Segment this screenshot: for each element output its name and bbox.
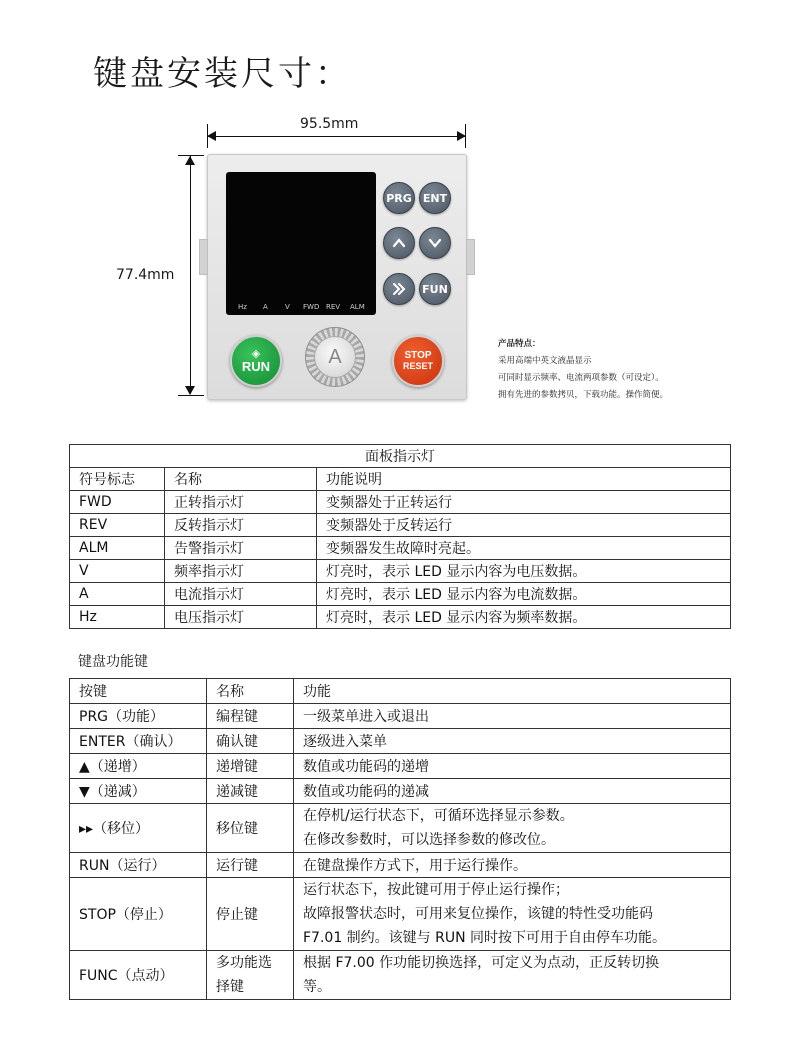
table-row	[70, 491, 731, 514]
table-row	[70, 583, 731, 606]
table-cell: 移位键	[207, 804, 294, 853]
feature-line: 采用高端中英文液晶显示	[498, 356, 592, 366]
run-diamond-icon: ◈	[251, 347, 261, 360]
table-cell: 数值或功能码的递增	[294, 754, 731, 779]
run-key-label: RUN	[241, 359, 271, 374]
table-header-row	[70, 468, 731, 491]
stop-key-label: STOP	[404, 350, 432, 361]
potentiometer-knob	[305, 327, 365, 387]
stop-reset-key	[392, 335, 444, 387]
table-caption: 面板指示灯	[70, 445, 731, 468]
table-cell: 变频器处于反转运行	[317, 514, 731, 537]
table-cell: 逐级进入菜单	[294, 729, 731, 754]
table-cell: 一级菜单进入或退出	[294, 704, 731, 729]
table-cell: ▼（递减）	[70, 779, 207, 804]
cell-line: 择键	[216, 979, 244, 995]
table-row	[70, 853, 731, 878]
cell-line: 故障报警状态时，可用来复位操作，该键的特性受功能码	[303, 906, 653, 922]
arrow-right-icon	[457, 131, 466, 141]
table-cell: 确认键	[207, 729, 294, 754]
mount-clip-left	[199, 239, 208, 275]
table-row	[70, 514, 731, 537]
section-heading: 键盘功能键	[78, 654, 148, 670]
table-cell: STOP（停止）	[70, 878, 207, 951]
cell-line: 在停机/运行状态下，可循环选择显示参数。	[303, 808, 574, 824]
arrow-up-icon	[185, 156, 195, 165]
column-header: 按键	[70, 679, 207, 704]
table-cell: ENTER（确认）	[70, 729, 207, 754]
table-cell: 灯亮时，表示 LED 显示内容为频率数据。	[317, 606, 731, 629]
table-cell: 在键盘操作方式下，用于运行操作。	[294, 853, 731, 878]
table-header-row	[70, 679, 731, 704]
table-row	[70, 729, 731, 754]
width-dimension-line	[207, 136, 465, 137]
column-header: 功能	[294, 679, 731, 704]
table-cell: 变频器处于正转运行	[317, 491, 731, 514]
table-cell: RUN（运行）	[70, 853, 207, 878]
table-cell: 数值或功能码的递减	[294, 779, 731, 804]
table-cell: 递减键	[207, 779, 294, 804]
shift-key	[383, 273, 415, 305]
feature-line: 可同时显示频率、电流两项参数（可设定）。	[498, 373, 664, 383]
table-cell: 告警指示灯	[165, 537, 317, 560]
ent-key: ENT	[419, 182, 451, 214]
table-row	[70, 878, 731, 951]
chevron-up-icon	[391, 235, 407, 251]
table-cell: 电流指示灯	[165, 583, 317, 606]
table-row	[70, 704, 731, 729]
reset-key-label: RESET	[402, 361, 433, 371]
feature-line: 拥有先进的参数拷贝，下载功能。操作简便。	[498, 390, 669, 400]
table-cell: 灯亮时，表示 LED 显示内容为电压数据。	[317, 560, 731, 583]
arrow-down-icon	[185, 386, 195, 395]
table-cell: PRG（功能）	[70, 704, 207, 729]
table-cell: 运行键	[207, 853, 294, 878]
table-cell	[294, 951, 731, 1000]
cell-line: 等。	[303, 979, 331, 995]
table-cell: A	[70, 583, 165, 606]
table-cell: ▸▸（移位）	[70, 804, 207, 853]
keypad-image	[207, 154, 467, 400]
width-dimension-label: 95.5mm	[300, 116, 359, 132]
table-cell: ALM	[70, 537, 165, 560]
height-tick-bottom	[178, 395, 204, 396]
knob-cap: A	[314, 336, 356, 378]
table-row	[70, 537, 731, 560]
table-cell	[294, 804, 731, 853]
column-header: 功能说明	[317, 468, 731, 491]
lcd-indicator-fwd: FWD	[303, 303, 320, 311]
table-cell: ▲（递增）	[70, 754, 207, 779]
table-row	[70, 754, 731, 779]
run-key	[230, 335, 282, 387]
height-dimension-line	[190, 156, 191, 394]
table-cell: Hz	[70, 606, 165, 629]
chevron-down-icon	[427, 235, 443, 251]
column-header: 名称	[165, 468, 317, 491]
table-cell: 递增键	[207, 754, 294, 779]
cell-line: 运行状态下，按此键可用于停止运行操作；	[303, 882, 569, 898]
table-cell: 正转指示灯	[165, 491, 317, 514]
table-row	[70, 951, 731, 1000]
table-cell	[207, 951, 294, 1000]
lcd-indicator-hz: Hz	[238, 303, 247, 311]
table-cell: FWD	[70, 491, 165, 514]
lcd-indicator-alm: ALM	[350, 303, 365, 311]
table-cell: REV	[70, 514, 165, 537]
lcd-indicator-v: V	[285, 303, 290, 311]
lcd-indicator-rev: REV	[326, 303, 341, 311]
table-row	[70, 560, 731, 583]
table-cell	[294, 878, 731, 951]
page-title: 键盘安装尺寸：	[93, 54, 352, 94]
table-cell: 电压指示灯	[165, 606, 317, 629]
lcd-screen	[226, 172, 376, 315]
up-key	[383, 227, 415, 259]
table-row	[70, 804, 731, 853]
table-cell: 编程键	[207, 704, 294, 729]
table-cell: 停止键	[207, 878, 294, 951]
panel-indicator-table	[69, 444, 731, 629]
arrow-left-icon	[207, 131, 216, 141]
height-dimension-label: 77.4mm	[116, 267, 175, 283]
table-cell: 频率指示灯	[165, 560, 317, 583]
down-key	[419, 227, 451, 259]
key-function-table	[69, 678, 731, 1000]
column-header: 符号标志	[70, 468, 165, 491]
column-header: 名称	[207, 679, 294, 704]
table-cell: FUNC（点动）	[70, 951, 207, 1000]
table-cell: 变频器发生故障时亮起。	[317, 537, 731, 560]
cell-line: 在修改参数时，可以选择参数的修改位。	[303, 832, 555, 848]
table-cell: 灯亮时，表示 LED 显示内容为电流数据。	[317, 583, 731, 606]
product-features	[498, 336, 668, 404]
lcd-indicator-a: A	[263, 303, 268, 311]
features-title: 产品特点：	[498, 339, 541, 349]
table-row	[70, 779, 731, 804]
table-row	[70, 606, 731, 629]
fun-key: FUN	[419, 273, 451, 305]
prg-key: PRG	[383, 182, 415, 214]
table-cell: V	[70, 560, 165, 583]
cell-line: F7.01 制约。该键与 RUN 同时按下可用于自由停车功能。	[303, 930, 667, 946]
cell-line: 根据 F7.00 作功能切换选择，可定义为点动，正反转切换	[303, 955, 660, 971]
table-cell: 反转指示灯	[165, 514, 317, 537]
cell-line: 多功能选	[216, 955, 272, 971]
mount-clip-right	[466, 239, 475, 275]
double-chevron-right-icon	[391, 281, 407, 297]
